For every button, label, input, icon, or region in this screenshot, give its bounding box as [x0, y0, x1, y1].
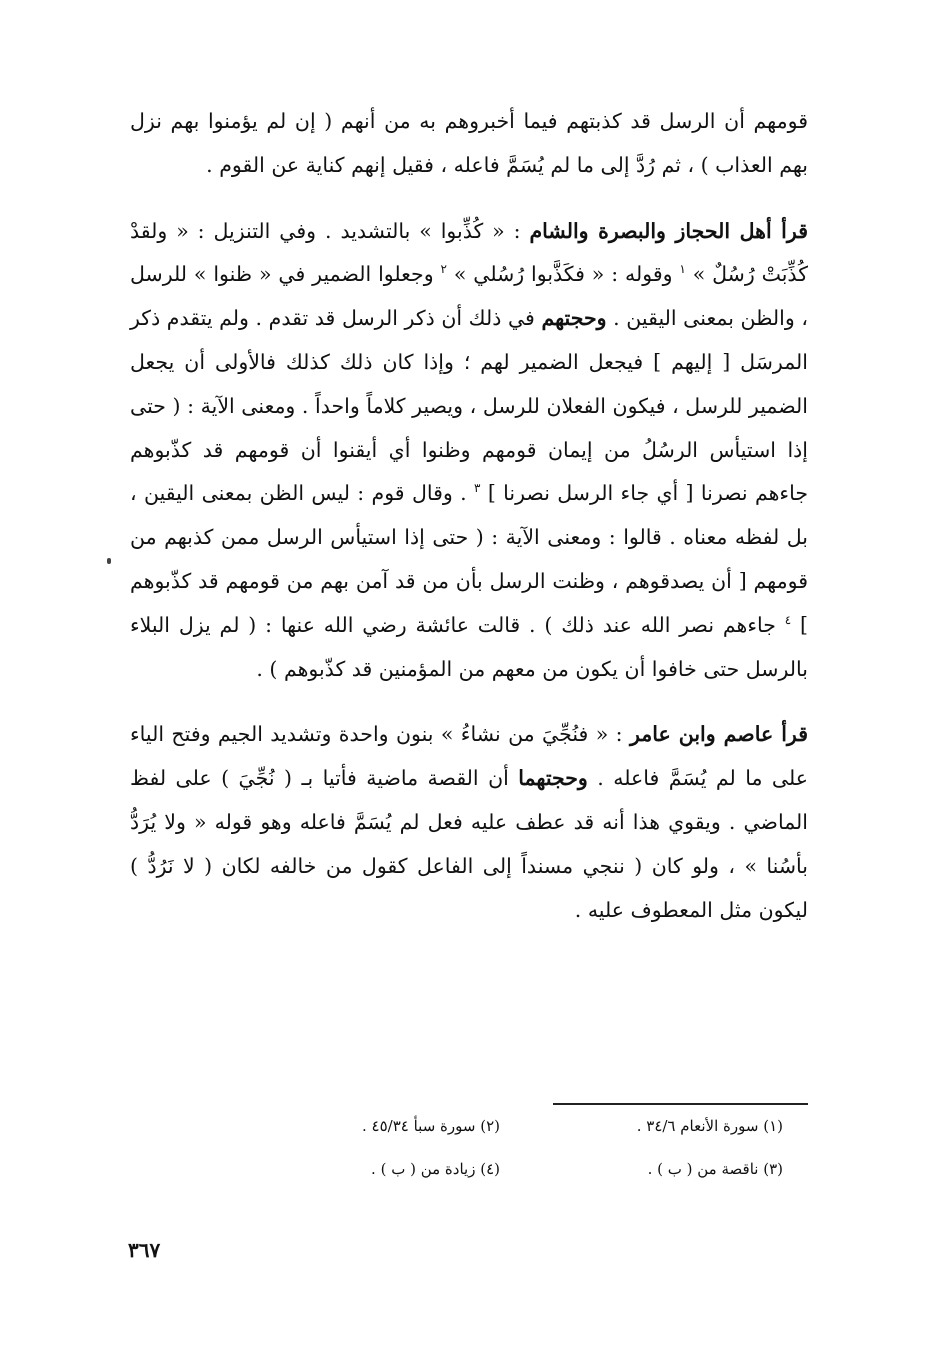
reading-heading-asim: قرأ عاصم وابن عامر	[629, 722, 808, 747]
argument-heading-2: وحجتهما	[518, 766, 588, 791]
paragraph-2-text-f: جاءهم نصر الله عند ذلك ) . قالت عائشة رضي الله عنها : ( لم يزل البلاء بالرسل حتى خافوا أن يكون من معهم من المؤمنين قد كذّبوهم ) .	[130, 612, 808, 681]
paragraph-2-text-c: وجعلوا الضمير في « ظنوا » للرسل ، والظن بمعنى اليقين .	[130, 262, 808, 331]
footnote-ref-4: ٤	[784, 612, 792, 627]
footnote-divider	[553, 1103, 808, 1105]
paragraph-3-text-b: أن القصة ماضية فأتيا بـ ( نُجِّيَ ) على لفظ الماضي . ويقوي هذا أنه قد عطف عليه فعل لم يُسَمَّ فاعله وهو قوله « ولا يُرَدُّ بأسُنا » ، ولو كان ( ننجي مسنداً إلى الفاعل كقول من خالفه لكان ( لا نَرُدُّ ) ليكون مثل المعطوف عليه .	[130, 766, 808, 922]
paragraph-2-text-d: في ذلك أن ذكر الرسل قد تقدم . ولم يتقدم ذكر المرسَل [ إليهم ] فيجعل الضمير لهم ؛ وإذا كان ذلك كذلك فالأولى أن يجعل الضمير للرسل ، فيكون الفعلان للرسل ، ويصير كلاماً واحداً . ومعنى الآية : ( حتى إذا استيأس الرسُلُ من إيمان قومهم وظنوا أي أيقنوا أن قومهم قد كذّبوهم جاءهم نصرنا [ أي جاء الرسل نصرنا ]	[130, 306, 808, 506]
footnote-4: (٤) زيادة من ( ب ) .	[371, 1160, 500, 1178]
reading-heading-hijaz: قرأ أهل الحجاز والبصرة والشام	[529, 218, 808, 243]
paragraph-2-text-a: : « كُذِّبوا » بالتشديد . وفي التنزيل : « ولقدْ كُذِّبَتْ رُسُلٌ »	[130, 218, 808, 287]
argument-heading-1: وحجتهم	[541, 306, 607, 331]
footnote-ref-1: ١	[679, 262, 686, 277]
footnote-3: (٣) ناقصة من ( ب ) .	[647, 1160, 783, 1178]
paragraph-2-text-b: وقوله : « فكَذَّبوا رُسُلي »	[453, 262, 680, 287]
main-text	[130, 100, 808, 932]
paragraph-2-text-e: . وقال قوم : ليس الظن بمعنى اليقين ، بل لفظه معناه . قالوا : ومعنى الآية : ( حتى إذا استيأس الرسل ممن كذبهم من قومهم [ أن يصدقوهم ، وظنت الرسل بأن من قد آمن بهم من قومهم قد كذّبوهم ]	[130, 481, 808, 637]
paragraph-3-text-a: : « فنُجِّيَ من نشاءُ » بنون واحدة وتشديد الجيم وفتح الياء على ما لم يُسَمَّ فاعله .	[130, 722, 809, 791]
print-speck	[107, 558, 111, 564]
footnote-2: (٢) سورة سبأ ٤٥/٣٤ .	[362, 1117, 500, 1135]
paragraph-1: قومهم أن الرسل قد كذبتهم فيما أخبروهم به من أنهم ( إن لم يؤمنوا بهم نزل بهم العذاب ) ، ثم رُدَّ إلى ما لم يُسَمَّ فاعله ، فقيل إنهم كناية عن القوم .	[130, 109, 808, 177]
footnote-ref-3: ٣	[474, 481, 481, 496]
footnote-1: (١) سورة الأنعام ٣٤/٦ .	[636, 1117, 783, 1135]
page-number: ٣٦٧	[128, 1238, 161, 1262]
paragraph-3	[130, 713, 808, 932]
footnote-ref-2: ٢	[440, 262, 447, 277]
paragraph-2	[130, 210, 808, 692]
